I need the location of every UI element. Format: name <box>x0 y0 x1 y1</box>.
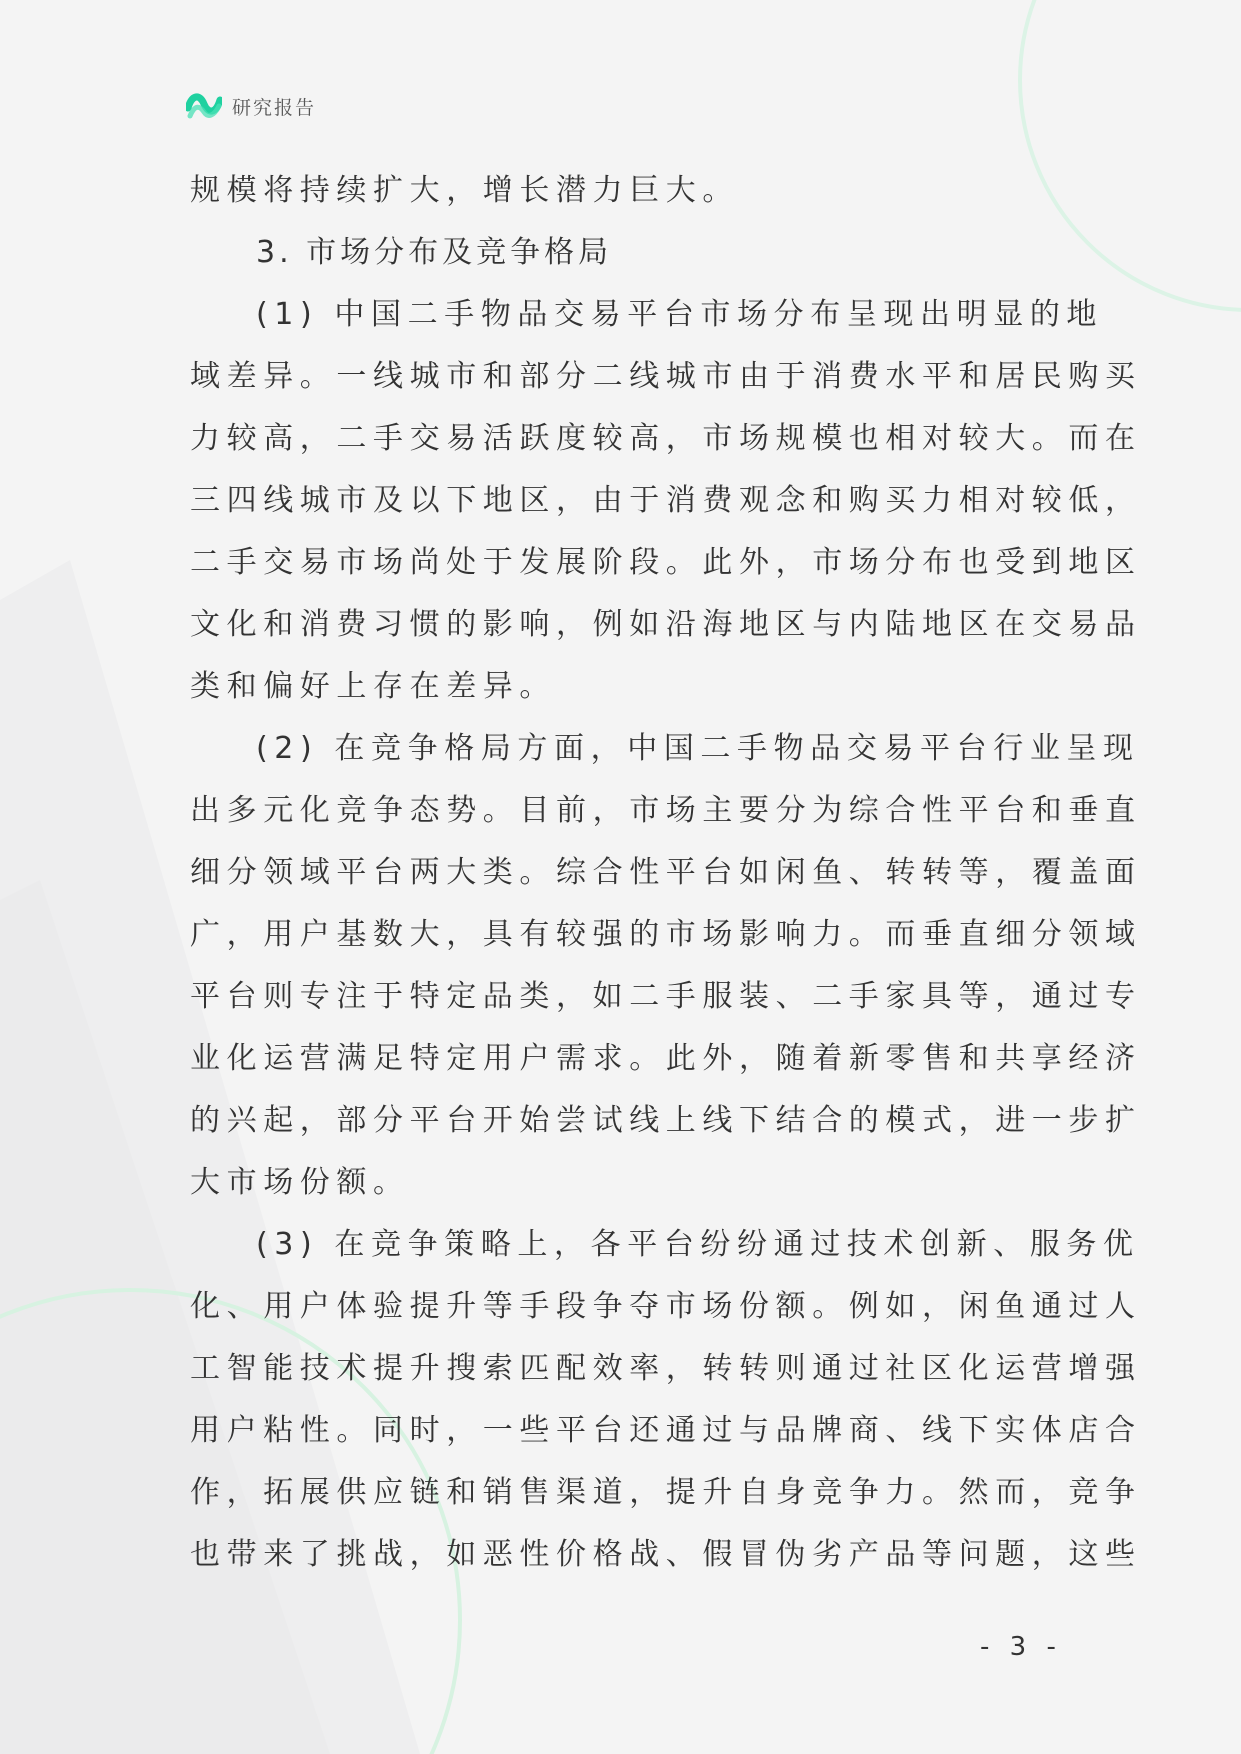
header-title: 研究报告 <box>232 96 317 119</box>
text-line: 二手交易市场尚处于发展阶段。此外，市场分布也受到地区 <box>190 545 1142 580</box>
document-body <box>190 160 1142 1586</box>
text-line: 工智能技术提升搜索匹配效率，转转则通过社区化运营增强 <box>190 1351 1142 1386</box>
text-line: (1) 中国二手物品交易平台市场分布呈现出明显的地 <box>256 297 1104 332</box>
text-line: 用户粘性。同时，一些平台还通过与品牌商、线下实体店合 <box>190 1413 1142 1448</box>
text-line: 的兴起，部分平台开始尝试线上线下结合的模式，进一步扩 <box>190 1103 1142 1138</box>
text-line: 化、用户体验提升等手段争夺市场份额。例如，闲鱼通过人 <box>190 1289 1142 1324</box>
text-line: (3) 在竞争策略上，各平台纷纷通过技术创新、服务优 <box>256 1227 1140 1262</box>
text-line: 类和偏好上存在差异。 <box>190 669 556 704</box>
text-line: 细分领域平台两大类。综合性平台如闲鱼、转转等，覆盖面 <box>190 855 1142 890</box>
document-header <box>186 88 316 124</box>
text-line: 规模将持续扩大，增长潜力巨大。 <box>190 173 739 208</box>
text-line: 作，拓展供应链和销售渠道，提升自身竞争力。然而，竞争 <box>190 1475 1142 1510</box>
text-line: 广，用户基数大，具有较强的市场影响力。而垂直细分领域 <box>190 917 1142 952</box>
text-line: 也带来了挑战，如恶性价格战、假冒伪劣产品等问题，这些 <box>190 1537 1142 1572</box>
text-line: 三四线城市及以下地区，由于消费观念和购买力相对较低， <box>190 483 1142 518</box>
text-line: (2) 在竞争格局方面，中国二手物品交易平台行业呈现 <box>256 731 1140 766</box>
text-line: 业化运营满足特定用户需求。此外，随着新零售和共享经济 <box>190 1041 1142 1076</box>
text-line: 力较高，二手交易活跃度较高，市场规模也相对较大。而在 <box>190 421 1142 456</box>
brand-logo-icon <box>186 90 222 122</box>
page-number: - 3 - <box>980 1632 1062 1662</box>
text-line: 文化和消费习惯的影响，例如沿海地区与内陆地区在交易品 <box>190 607 1142 642</box>
text-line: 平台则专注于特定品类，如二手服装、二手家具等，通过专 <box>190 979 1142 1014</box>
decor-circle-top-right <box>1020 0 1241 310</box>
text-line: 域差异。一线城市和部分二线城市由于消费水平和居民购买 <box>190 359 1142 394</box>
section-heading: 3. 市场分布及竞争格局 <box>256 235 613 270</box>
text-line: 大市场份额。 <box>190 1165 410 1200</box>
text-line: 出多元化竞争态势。目前，市场主要分为综合性平台和垂直 <box>190 793 1142 828</box>
